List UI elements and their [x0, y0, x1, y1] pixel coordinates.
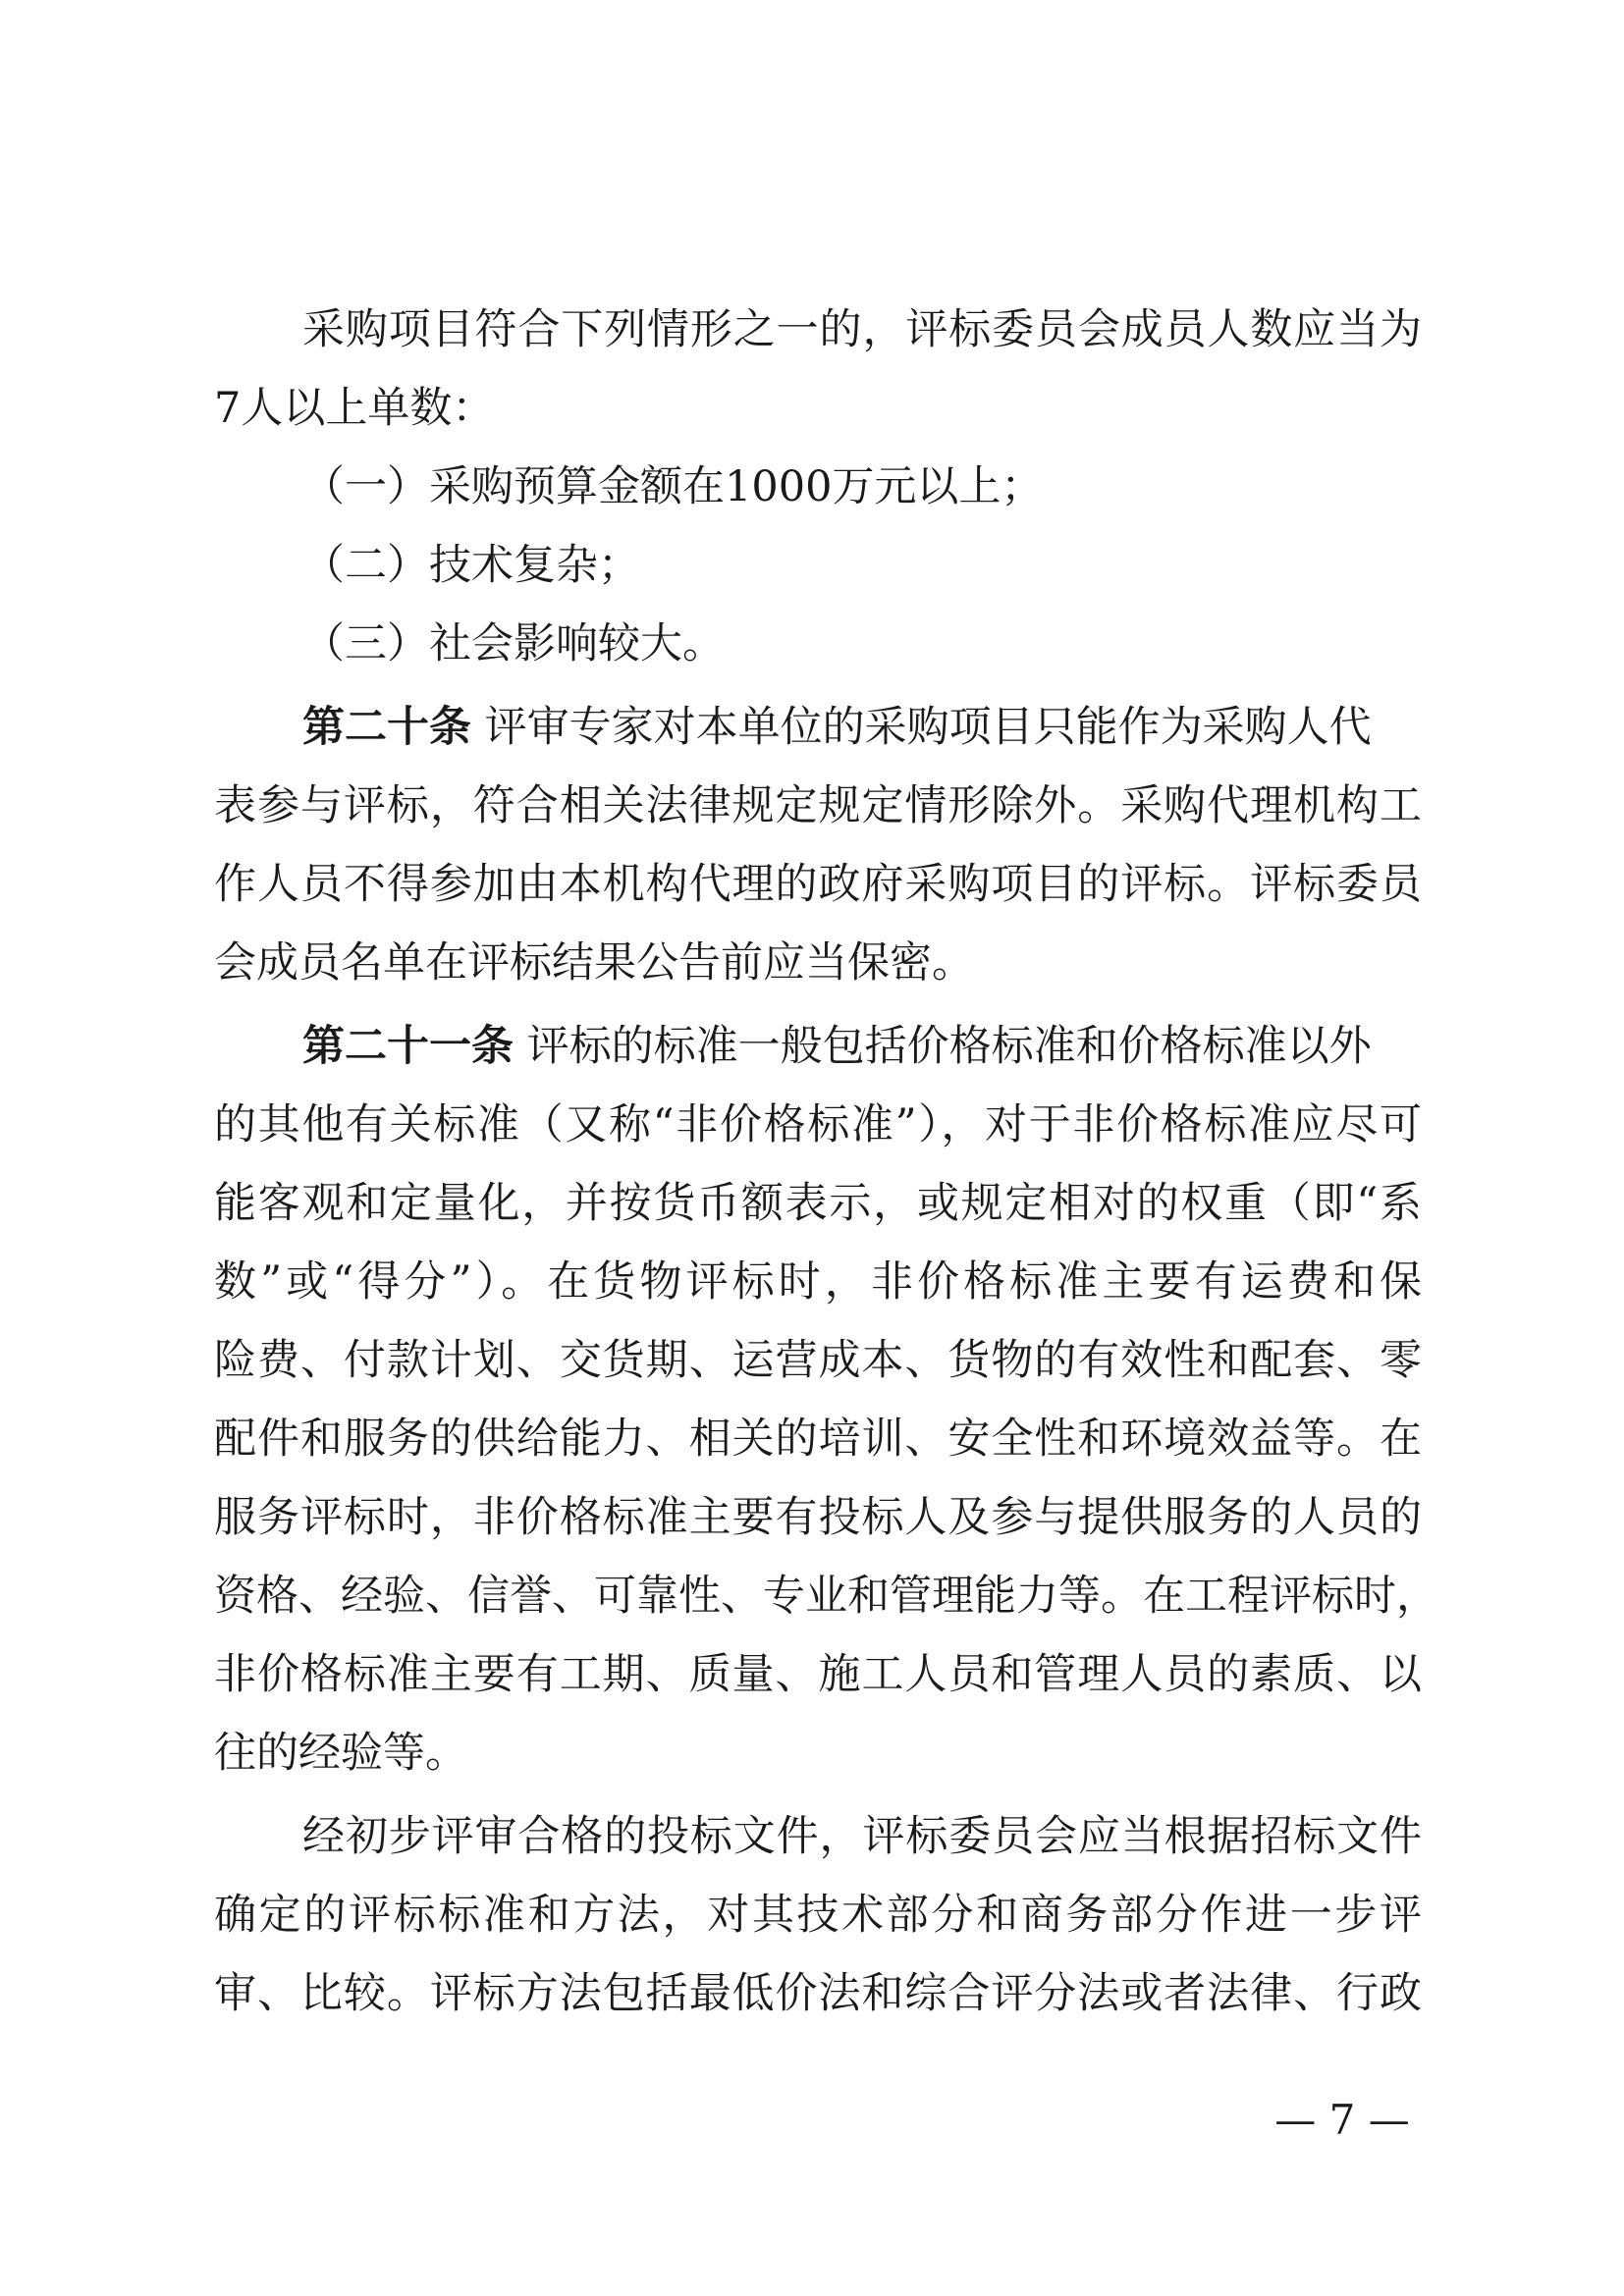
text-line: 会成员名单在评标结果公告前应当保密。	[214, 938, 974, 988]
article-heading: 第二十条	[302, 703, 471, 752]
text-line: 审、比较。评标方法包括最低价法和综合评分法或者法律、行政	[214, 1969, 1422, 2018]
text-line: 资格、经验、信誉、可靠性、专业和管理能力等。在工程评标时，	[214, 1572, 1438, 1621]
page-number: — 7 —	[1274, 2096, 1410, 2144]
text-line: 能客观和定量化，并按货币额表示，或规定相对的权重（即“系	[214, 1179, 1422, 1228]
text-line: 表参与评标，符合相关法律规定规定情形除外。采购代理机构工	[214, 781, 1422, 830]
text-line: 险费、付款计划、交货期、运营成本、货物的有效性和配套、零	[214, 1336, 1422, 1385]
text-line: 7人以上单数：	[214, 384, 495, 433]
article-20-first-line	[302, 688, 1372, 767]
text-line: 往的经验等。	[214, 1729, 467, 1778]
text-line: 采购项目符合下列情形之一的，评标委员会成员人数应当为	[302, 305, 1422, 354]
list-item: （三）社会影响较大。	[302, 619, 725, 668]
text-line: 服务评标时，非价格标准主要有投标人及参与提供服务的人员的	[214, 1493, 1422, 1542]
text-line: 作人员不得参加由本机构代理的政府采购项目的评标。评标委员	[214, 860, 1422, 909]
text-line: 非价格标准主要有工期、质量、施工人员和管理人员的素质、以	[214, 1650, 1422, 1699]
text-line: 的其他有关标准（又称“非价格标准”），对于非价格标准应尽可	[214, 1100, 1422, 1149]
text-line: 确定的评标标准和方法，对其技术部分和商务部分作进一步评	[214, 1891, 1422, 1940]
list-item: （一）采购预算金额在1000万元以上；	[302, 462, 1044, 511]
article-heading: 第二十一条	[302, 1022, 514, 1071]
text-line: 评审专家对本单位的采购项目只能作为采购人代	[484, 703, 1372, 752]
text-line: 经初步评审合格的投标文件，评标委员会应当根据招标文件	[302, 1812, 1422, 1861]
article-21-first-line	[302, 1007, 1372, 1086]
list-item: （二）技术复杂；	[302, 541, 640, 590]
text-line: 数”或“得分”）。在货物评标时，非价格标准主要有运费和保	[214, 1257, 1422, 1307]
text-line: 评标的标准一般包括价格标准和价格标准以外	[526, 1022, 1372, 1071]
text-line: 配件和服务的供给能力、相关的培训、安全性和环境效益等。在	[214, 1415, 1422, 1464]
